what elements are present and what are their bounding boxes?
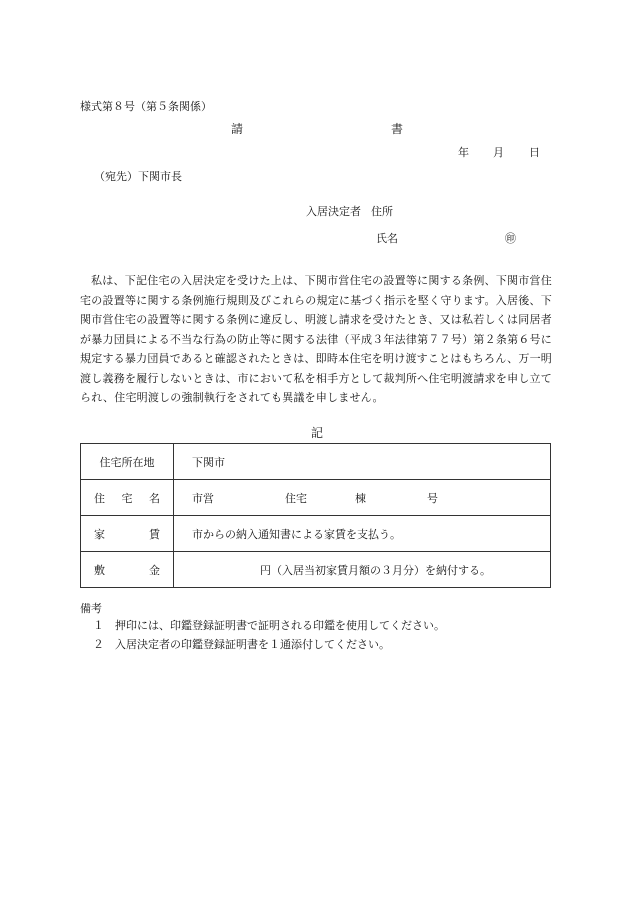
table-row — [81, 444, 551, 480]
housing-name-label — [81, 480, 174, 516]
rent-label-char: 賃 — [149, 527, 160, 541]
note-text: 入居決定者の印鑑登録証明書を１通添付してください。 — [115, 638, 390, 651]
applicant-address-line — [306, 203, 393, 219]
name-label: 氏名 — [376, 232, 398, 245]
seal-mark: ㊞ — [505, 232, 516, 245]
deposit-label — [81, 552, 174, 588]
deposit-label-char: 金 — [149, 563, 160, 577]
rent-label-char: 家 — [94, 527, 105, 541]
location-value: 下関市 — [174, 444, 551, 480]
rent-label — [81, 516, 174, 552]
housing-label-char: 住 — [94, 491, 105, 505]
table-row — [81, 552, 551, 588]
deposit-value — [174, 552, 551, 588]
note-number: １ — [93, 619, 104, 632]
housing-part-building: 棟 — [355, 491, 366, 505]
housing-label-char: 名 — [149, 491, 160, 505]
address-label: 住所 — [371, 205, 393, 218]
housing-details-table — [80, 443, 551, 588]
table-row — [81, 516, 551, 552]
addressee: （宛先）下関市長 — [94, 170, 182, 183]
table-row — [81, 480, 551, 516]
date-day: 日 — [529, 146, 540, 159]
housing-part-housing: 住宅 — [285, 491, 307, 505]
deposit-label-char: 敷 — [94, 563, 105, 577]
ki-heading: 記 — [311, 426, 324, 440]
housing-part-municipal: 市営 — [192, 491, 214, 505]
deposit-value-text: 円（入居当初家賃月額の３月分）を納付する。 — [260, 563, 491, 577]
location-label: 住宅所在地 — [81, 444, 174, 480]
document-title-right: 書 — [391, 122, 404, 136]
note-item — [93, 636, 390, 652]
note-item — [93, 617, 445, 633]
note-number: ２ — [93, 638, 104, 651]
pledge-paragraph — [80, 271, 552, 408]
housing-name-value — [174, 480, 551, 516]
note-text: 押印には、印鑑登録証明書で証明される印鑑を使用してください。 — [115, 619, 445, 632]
date-month: 月 — [493, 146, 504, 159]
applicant-role: 入居決定者 — [306, 205, 361, 218]
pledge-text: 私は、下記住宅の入居決定を受けた上は、下関市営住宅の設置等に関する条例、下関市営住宅の設置等に関する条例施行規則及びこれらの規定に基づく指示を堅く守ります。入居後、下関市営住宅の設置等に関する条例に違反し、明渡し請求を受けたとき、又は私若しくは同居者が暴力団員による不当な行為の防止等に関する法律（平成３年法律第７７号）第２条第６号に規定する暴力団員であると確認されたときは、即時本住宅を明け渡すことはもちろん、万一明渡し義務を履行しないときは、市において私を相手方として裁判所へ住宅明渡請求を申し立てられ、住宅明渡しの強制執行をされても異議を申しません。 — [80, 274, 552, 404]
housing-label-char: 宅 — [121, 491, 133, 505]
housing-part-unit: 号 — [427, 491, 438, 505]
form-number: 様式第８号（第５条関係） — [80, 100, 212, 113]
notes-title: 備考 — [80, 602, 102, 615]
document-title-left: 請 — [231, 122, 244, 136]
rent-value: 市からの納入通知書による家賃を支払う。 — [174, 516, 551, 552]
date-year: 年 — [458, 146, 469, 159]
